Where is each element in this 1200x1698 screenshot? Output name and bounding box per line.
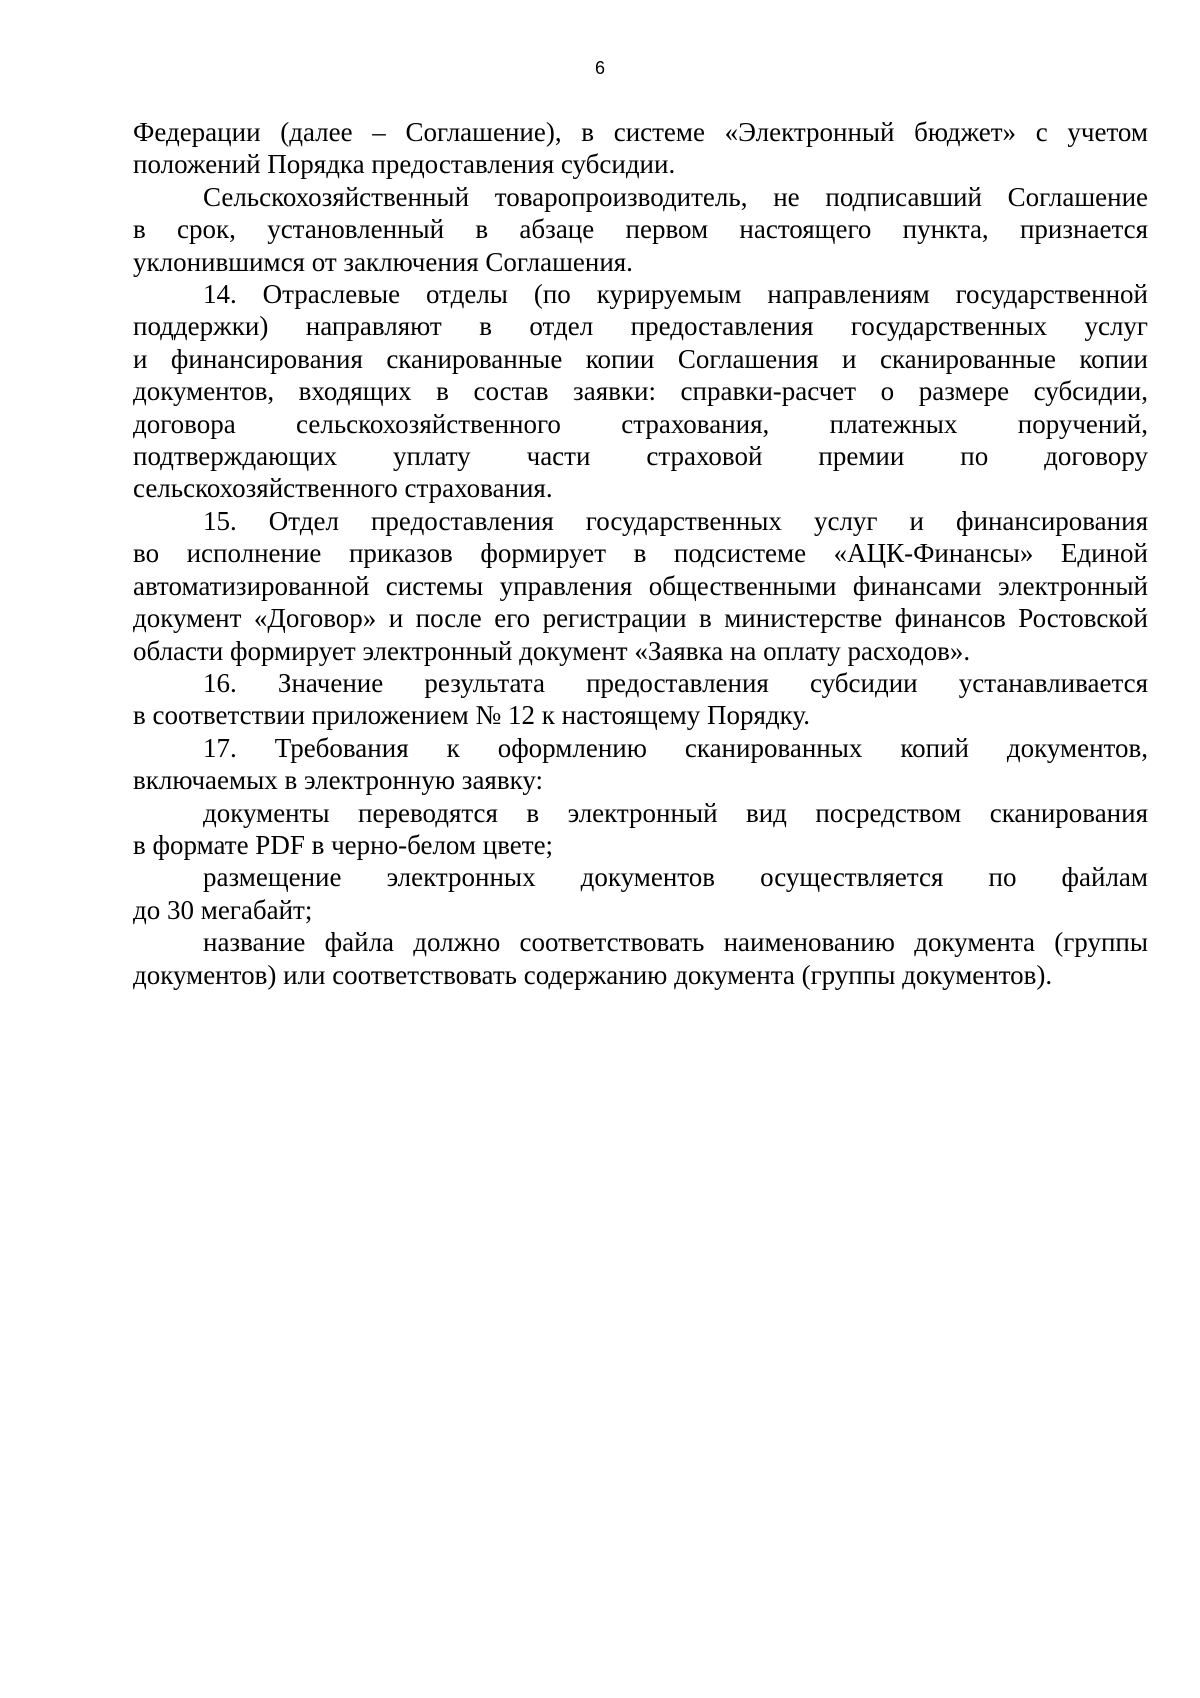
paragraph — [133, 667, 1148, 732]
paragraph-line: включаемых в электронную заявку: — [133, 765, 543, 796]
paragraph-line: Сельскохозяйственный товаропроизводитель, не подписавший Соглашение — [203, 181, 1148, 212]
paragraph-line: положений Порядка предоставления субсидии. — [133, 149, 676, 180]
paragraph — [133, 926, 1148, 991]
paragraph — [133, 861, 1148, 926]
paragraph-line: документ «Договор» и после его регистрации в министерстве финансов Ростовской — [133, 603, 1148, 634]
paragraph-line: поддержки) направляют в отдел предоставления государственных услуг — [133, 311, 1148, 342]
paragraph-line: документы переводятся в электронный вид посредством сканирования — [203, 797, 1148, 828]
document-body — [133, 116, 1148, 991]
paragraph-line: во исполнение приказов формирует в подсистеме «АЦК-Финансы» Единой — [133, 538, 1148, 569]
paragraph-line: размещение электронных документов осуществляется по файлам — [203, 862, 1148, 893]
paragraph-line: 14. Отраслевые отделы (по курируемым направлениям государственной — [203, 279, 1148, 310]
paragraph-line: 17. Требования к оформлению сканированных копий документов, — [203, 732, 1148, 763]
paragraph-line: документов, входящих в состав заявки: справки-расчет о размере субсидии, — [133, 376, 1148, 407]
paragraph — [133, 732, 1148, 797]
paragraph — [133, 181, 1148, 278]
page-number: 6 — [594, 58, 605, 78]
paragraph-line: в формате PDF в черно-белом цвете; — [133, 829, 554, 860]
paragraph-line: подтверждающих уплату части страховой премии по договору — [133, 441, 1148, 472]
paragraph-line: договора сельскохозяйственного страхования, платежных поручений, — [133, 408, 1148, 439]
paragraph — [133, 116, 1148, 181]
paragraph-line: в срок, установленный в абзаце первом настоящего пункта, признается — [133, 214, 1148, 245]
paragraph-line: Федерации (далее – Соглашение), в системе «Электронный бюджет» с учетом — [133, 117, 1148, 147]
paragraph — [133, 278, 1148, 505]
paragraph-line: документов) или соответствовать содержанию документа (группы документов). — [133, 959, 1053, 990]
paragraph-line: название файла должно соответствовать наименованию документа (группы — [203, 927, 1148, 958]
paragraph — [133, 505, 1148, 667]
paragraph-line: сельскохозяйственного страхования. — [133, 473, 553, 504]
paragraph-line: автоматизированной системы управления общественными финансами электронный — [133, 570, 1148, 601]
paragraph — [133, 797, 1148, 862]
paragraph-line: и финансирования сканированные копии Соглашения и сканированные копии — [133, 343, 1148, 374]
paragraph-line: до 30 мегабайт; — [133, 894, 313, 925]
paragraph-line: области формирует электронный документ «Заявка на оплату расходов». — [133, 635, 971, 666]
paragraph-line: в соответствии приложением № 12 к настоящему Порядку. — [133, 700, 810, 731]
paragraph-line: 15. Отдел предоставления государственных услуг и финансирования — [203, 505, 1148, 536]
paragraph-line: 16. Значение результата предоставления субсидии устанавливается — [203, 667, 1148, 698]
paragraph-line: уклонившимся от заключения Соглашения. — [133, 246, 633, 277]
